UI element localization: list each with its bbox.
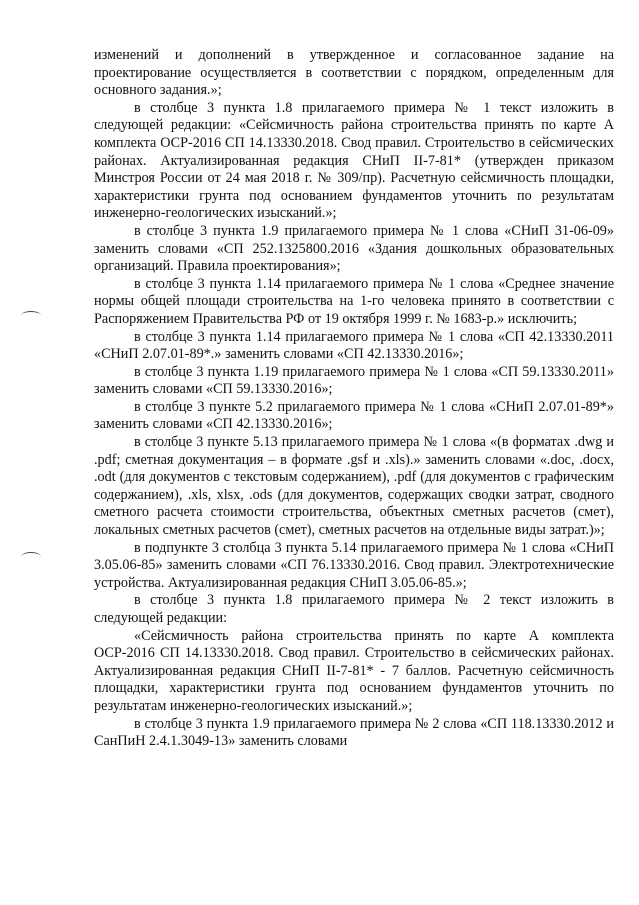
- document-body: [94, 47, 614, 751]
- margin-pencil-mark: [21, 552, 41, 561]
- paragraph-item-1-8-example-1: в столбце 3 пункта 1.8 прилагаемого примера № 1 текст изложить в следующей редакции: «Сейсмичность района строительства принять по карте А комплекта ОСР-2016 СП 14.13330.2018. Свод правил. Строительство в сейсмических районах. Актуализированная редакция СНиП II-7-81* (утвержден приказом Минстроя России от 24 мая 2018 г. № 309/пр). Расчетную сейсмичность площадки, характеристики грунта под основанием фундаментов уточнить по результатам инженерно-геологических изысканий.»;: [94, 99, 614, 222]
- paragraph-item-1-9-example-2: в столбце 3 пункта 1.9 прилагаемого примера № 2 слова «СП 118.13330.2012 и СанПиН 2.4.1.3049-13» заменить словами: [94, 715, 614, 750]
- margin-pencil-mark: [21, 311, 41, 320]
- paragraph-item-1-19-example-1: в столбце 3 пункта 1.19 прилагаемого примера № 1 слова «СП 59.13330.2011» заменить словами «СП 59.13330.2016»;: [94, 363, 614, 398]
- paragraph-item-1-14-example-1: в столбце 3 пункта 1.14 прилагаемого примера № 1 слова «Среднее значение нормы общей площади строительства на 1-го человека принято в соответствии с Распоряжением Правительства РФ от 19 октября 1999 г. № 1683-р.» исключить;: [94, 275, 614, 327]
- paragraph-item-1-14-sp-example-1: в столбце 3 пункта 1.14 прилагаемого примера № 1 слова «СП 42.13330.2011 «СНиП 2.07.01-89*.» заменить словами «СП 42.13330.2016»;: [94, 328, 614, 363]
- paragraph-quote-seismicity: «Сейсмичность района строительства принять по карте А комплекта ОСР-2016 СП 14.13330.2018. Свод правил. Строительство в сейсмических районах. Актуализированная редакция СНиП II-7-81* - 7 баллов. Расчетную сейсмичность площадки, характеристики грунта под основанием фундаментов уточнить по результатам инженерно-геологических изысканий.»;: [94, 627, 614, 714]
- paragraph-item-5-2-example-1: в столбце 3 пункте 5.2 прилагаемого примера № 1 слова «СНиП 2.07.01-89*» заменить словами «СП 42.13330.2016»;: [94, 398, 614, 433]
- paragraph-item-1-8-example-2: в столбце 3 пункта 1.8 прилагаемого примера № 2 текст изложить в следующей редакции:: [94, 592, 614, 626]
- paragraph-continuation: изменений и дополнений в утвержденное и согласованное задание на проектирование осуществляется в соответствии с порядком, определенным для основного задания.»;: [94, 47, 614, 99]
- paragraph-item-1-9-example-1: в столбце 3 пункта 1.9 прилагаемого примера № 1 слова «СНиП 31-06-09» заменить словами «СП 252.1325800.2016 «Здания дошкольных образовательных организаций. Правила проектирования»;: [94, 222, 614, 275]
- paragraph-item-5-14-example-1: в подпункте 3 столбца 3 пункта 5.14 прилагаемого примера № 1 слова «СНиП 3.05.06-85» заменить словами «СП 76.13330.2016. Свод правил. Электротехнические устройства. Актуализированная редакция СНиП 3.05.06-85.»;: [94, 539, 614, 591]
- paragraph-item-5-13-example-1: в столбце 3 пункте 5.13 прилагаемого примера № 1 слова «(в форматах .dwg и .pdf; сметная документация – в формате .gsf и .xls).» заменить словами «.doc, .docx, .odt (для документов с текстовым содержанием), .pdf (для документов с графическим содержанием), .xls, xlsx, .ods (для документов, содержащих сводки затрат, сводного сметного расчета стоимости строительства, объектных сметных расчетов (смет), локальных сметных расчетов (смет), сметных расчетов на отдельные виды затрат.)»;: [94, 434, 614, 539]
